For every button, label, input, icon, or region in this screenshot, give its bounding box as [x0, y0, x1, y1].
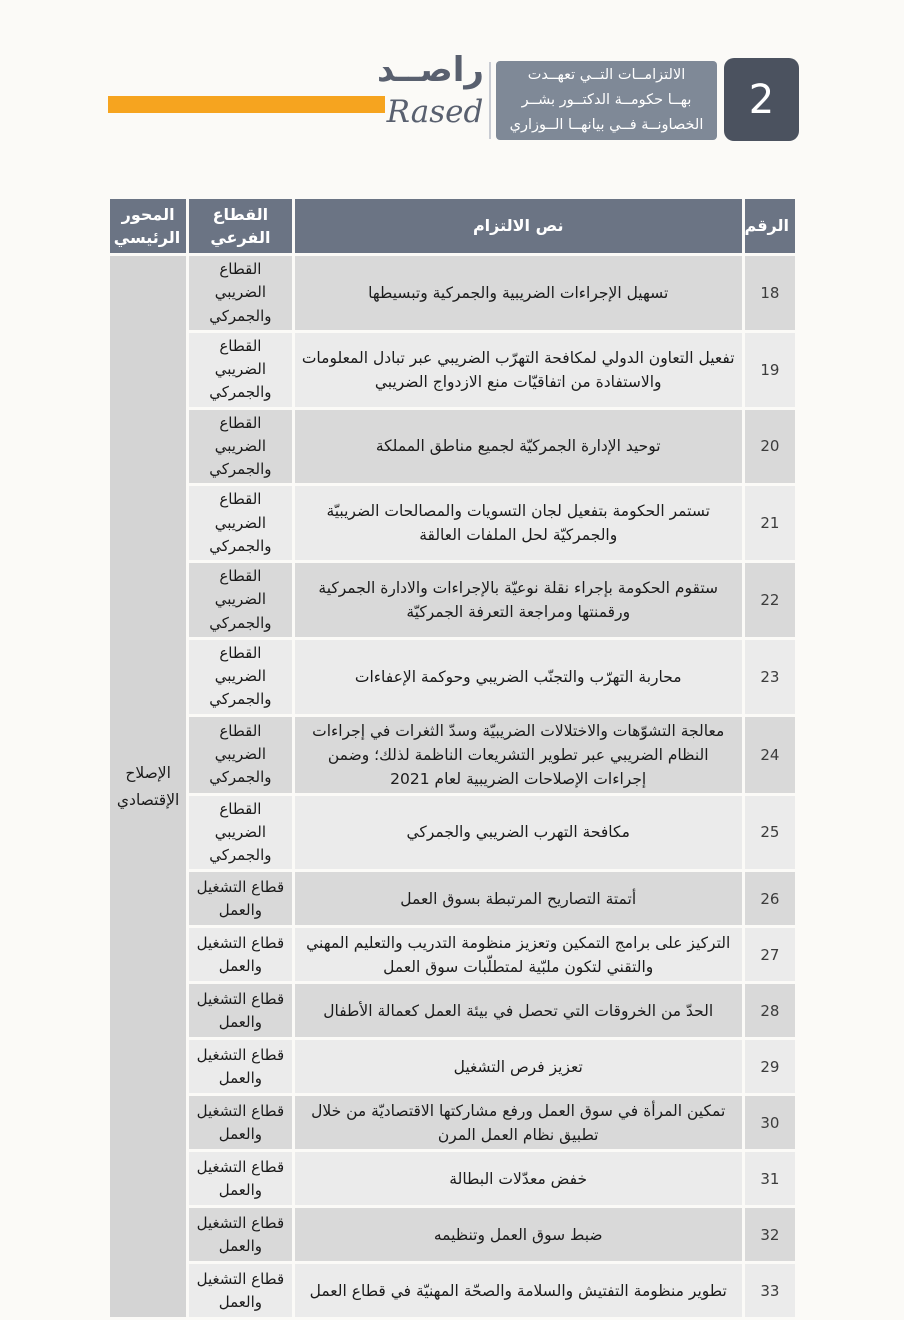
sub-sector-cell: قطاع التشغيل والعمل: [189, 1152, 291, 1205]
table-body: [110, 256, 795, 1317]
header-commitment: نص الالتزام: [295, 199, 742, 253]
commitment-cell: محاربة التهرّب والتجنّب الضريبي وحوكمة الإعفاءات: [295, 640, 742, 714]
row-number-cell: 31: [745, 1152, 795, 1205]
table-row: [110, 984, 795, 1037]
commitments-table: [107, 196, 798, 1320]
commitment-cell: أتمتة التصاريح المرتبطة بسوق العمل: [295, 872, 742, 925]
chapter-title-line: الالتزامــات التــي تعهــدت: [527, 67, 686, 83]
chapter-title-box: [496, 61, 717, 140]
commitment-cell: ستقوم الحكومة بإجراء نقلة نوعيّة بالإجراءات والادارة الجمركية ورقمنتها ومراجعة التعرفة الجمركيّة: [295, 563, 742, 637]
table-row: [110, 1096, 795, 1149]
sub-sector-cell: قطاع التشغيل والعمل: [189, 984, 291, 1037]
table-row: [110, 796, 795, 870]
sub-sector-cell: قطاع التشغيل والعمل: [189, 928, 291, 981]
commitment-cell: تفعيل التعاون الدولي لمكافحة التهرّب الضريبي عبر تبادل المعلومات والاستفادة من اتفاقيّات منع الازدواج الضريبي: [295, 333, 742, 407]
sub-sector-cell: قطاع التشغيل والعمل: [189, 1208, 291, 1261]
table-row: [110, 410, 795, 484]
row-number-cell: 33: [745, 1264, 795, 1317]
sub-sector-cell: القطاع الضريبي والجمركي: [189, 640, 291, 714]
commitment-cell: تمكين المرأة في سوق العمل ورفع مشاركتها الاقتصاديّة من خلال تطبيق نظام العمل المرن: [295, 1096, 742, 1149]
chapter-title-line: بهــا حكومــة الدكتــور بشــر: [521, 92, 692, 108]
table-row: [110, 872, 795, 925]
row-number-cell: 23: [745, 640, 795, 714]
rased-logo-arabic: راصــد: [377, 50, 484, 90]
header-divider: [489, 62, 491, 139]
table-row: [110, 333, 795, 407]
row-number-cell: 19: [745, 333, 795, 407]
table-header-row: [110, 199, 795, 253]
sub-sector-cell: قطاع التشغيل والعمل: [189, 1040, 291, 1093]
commitment-cell: ضبط سوق العمل وتنظيمه: [295, 1208, 742, 1261]
table-row: [110, 717, 795, 793]
chapter-number-box: [724, 58, 799, 141]
sub-sector-cell: القطاع الضريبي والجمركي: [189, 410, 291, 484]
sub-sector-cell: القطاع الضريبي والجمركي: [189, 486, 291, 560]
table-row: [110, 1040, 795, 1093]
row-number-cell: 24: [745, 717, 795, 793]
commitment-cell: معالجة التشوّهات والاختلالات الضريبيّة وسدّ الثغرات في إجراءات النظام الضريبي عبر تطوير التشريعات الناظمة لذلك؛ وضمن إجراءات الإصلاحات الضريبية لعام 2021: [295, 717, 742, 793]
commitment-cell: مكافحة التهرب الضريبي والجمركي: [295, 796, 742, 870]
sub-sector-cell: قطاع التشغيل والعمل: [189, 1264, 291, 1317]
sub-sector-cell: القطاع الضريبي والجمركي: [189, 717, 291, 793]
logo-orange-bar: [108, 96, 385, 113]
commitment-cell: الحدّ من الخروقات التي تحصل في بيئة العمل كعمالة الأطفال: [295, 984, 742, 1037]
row-number-cell: 20: [745, 410, 795, 484]
table-row: [110, 640, 795, 714]
commitment-cell: تطوير منظومة التفتيش والسلامة والصحّة المهنيّة في قطاع العمل: [295, 1264, 742, 1317]
sub-sector-cell: القطاع الضريبي والجمركي: [189, 333, 291, 407]
chapter-title-line: الخصاونــة فــي بيانهــا الــوزاري: [509, 117, 704, 133]
row-number-cell: 22: [745, 563, 795, 637]
row-number-cell: 30: [745, 1096, 795, 1149]
header-main-axis: المحور الرئيسي: [110, 199, 186, 253]
commitment-cell: تعزيز فرص التشغيل: [295, 1040, 742, 1093]
header-number: الرقم: [745, 199, 795, 253]
commitment-cell: خفض معدّلات البطالة: [295, 1152, 742, 1205]
row-number-cell: 28: [745, 984, 795, 1037]
table-row: [110, 1208, 795, 1261]
commitment-cell: التركيز على برامج التمكين وتعزيز منظومة التدريب والتعليم المهني والتقني لتكون ملبّية لمتطلّبات سوق العمل: [295, 928, 742, 981]
sub-sector-cell: القطاع الضريبي والجمركي: [189, 563, 291, 637]
row-number-cell: 29: [745, 1040, 795, 1093]
table-row: [110, 1264, 795, 1317]
row-number-cell: 26: [745, 872, 795, 925]
sub-sector-cell: قطاع التشغيل والعمل: [189, 1096, 291, 1149]
row-number-cell: 32: [745, 1208, 795, 1261]
row-number-cell: 21: [745, 486, 795, 560]
table-row: [110, 486, 795, 560]
sub-sector-cell: القطاع الضريبي والجمركي: [189, 796, 291, 870]
commitment-cell: تستمر الحكومة بتفعيل لجان التسويات والمصالحات الضريبيّة والجمركيّة لحل الملفات العالقة: [295, 486, 742, 560]
table-row: [110, 928, 795, 981]
row-number-cell: 25: [745, 796, 795, 870]
table-row: [110, 563, 795, 637]
header-sub-sector: القطاع الفرعي: [189, 199, 291, 253]
chapter-number: 2: [748, 76, 775, 123]
commitment-cell: توحيد الإدارة الجمركيّة لجميع مناطق المملكة: [295, 410, 742, 484]
row-number-cell: 27: [745, 928, 795, 981]
row-number-cell: 18: [745, 256, 795, 330]
table-row: [110, 1152, 795, 1205]
commitment-cell: تسهيل الإجراءات الضريبية والجمركية وتبسيطها: [295, 256, 742, 330]
main-axis-cell: الإصلاح الإقتصادي: [110, 256, 186, 1317]
sub-sector-cell: القطاع الضريبي والجمركي: [189, 256, 291, 330]
rased-logo-latin: Rased: [386, 94, 484, 130]
sub-sector-cell: قطاع التشغيل والعمل: [189, 872, 291, 925]
table-row: [110, 256, 795, 330]
